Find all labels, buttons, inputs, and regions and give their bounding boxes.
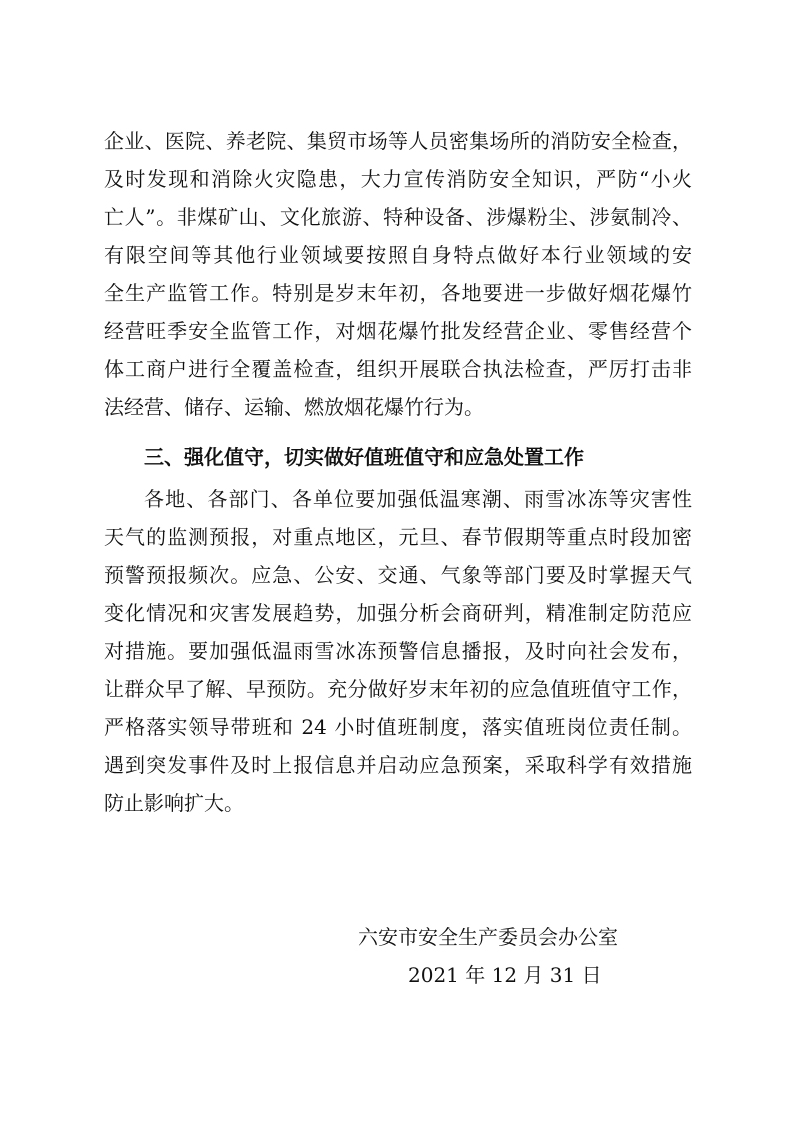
para1-line-8: 法经营、储存、运输、燃放烟花爆竹行为。	[104, 395, 484, 419]
para2-line-6: 让群众早了解、早预防。充分做好岁末年初的应急值班值守工作，	[104, 677, 692, 701]
signature-organization: 六安市安全生产委员会办公室	[358, 925, 618, 949]
para1-line-2: 及时发现和消除火灾隐患，大力宣传消防安全知识，严防“小火	[104, 167, 692, 191]
para2-line-2: 天气的监测预报，对重点地区，元旦、春节假期等重点时段加密	[104, 525, 692, 549]
para1-line-4: 有限空间等其他行业领域要按照自身特点做好本行业领域的安	[104, 243, 692, 267]
para1-line-3: 亡人”。非煤矿山、文化旅游、特种设备、涉爆粉尘、涉氨制冷、	[104, 205, 692, 229]
para2-line-9: 防止影响扩大。	[104, 791, 244, 815]
para1-line-5: 全生产监管工作。特别是岁末年初，各地要进一步做好烟花爆竹	[104, 281, 692, 305]
para1-line-1: 企业、医院、养老院、集贸市场等人员密集场所的消防安全检查，	[104, 129, 692, 153]
para1-line-7: 体工商户进行全覆盖检查，组织开展联合执法检查，严厉打击非	[104, 357, 692, 381]
para2-line-3: 预警预报频次。应急、公安、交通、气象等部门要及时掌握天气	[104, 563, 692, 587]
para2-line-5: 对措施。要加强低温雨雪冰冻预警信息播报，及时向社会发布，	[104, 639, 692, 663]
para2-line-4: 变化情况和灾害发展趋势，加强分析会商研判，精准制定防范应	[104, 601, 692, 625]
para2-line-7: 严格落实领导带班和 24 小时值班制度，落实值班岗位责任制。	[104, 715, 692, 739]
para2-line-1: 各地、各部门、各单位要加强低温寒潮、雨雪冰冻等灾害性	[144, 487, 692, 511]
signature-date: 2021 年 12 月 31 日	[408, 963, 602, 987]
para1-line-6: 经营旺季安全监管工作，对烟花爆竹批发经营企业、零售经营个	[104, 319, 692, 343]
section-heading: 三、强化值守，切实做好值班值守和应急处置工作	[144, 445, 584, 469]
para2-line-8: 遇到突发事件及时上报信息并启动应急预案，采取科学有效措施	[104, 753, 692, 777]
